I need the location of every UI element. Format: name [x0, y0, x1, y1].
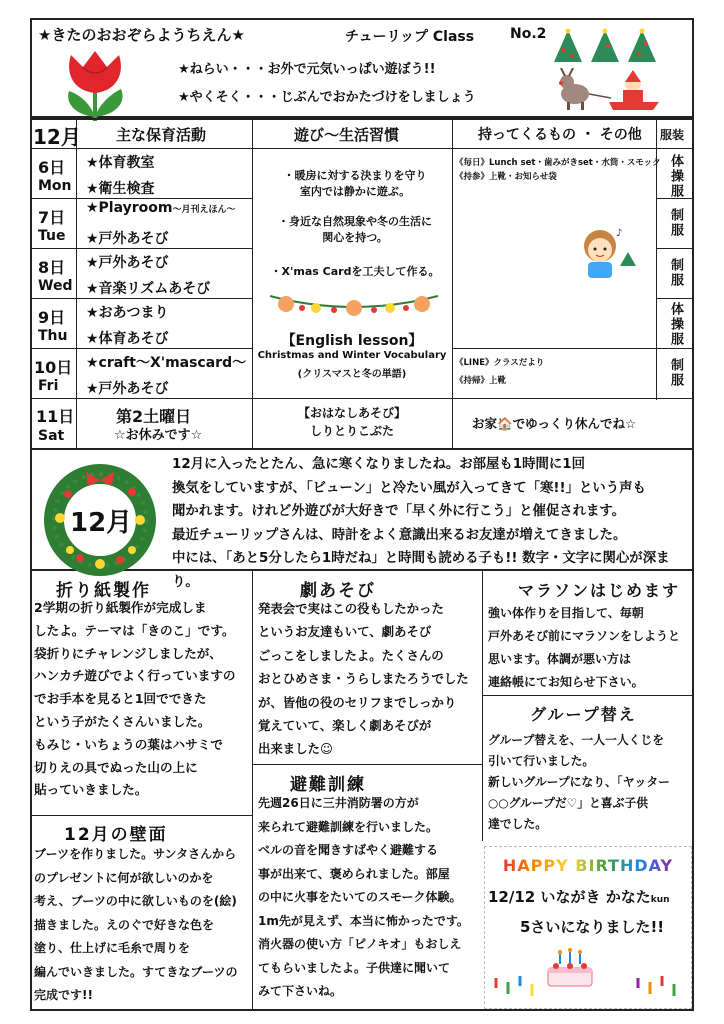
day-date: 10日	[34, 358, 73, 377]
english-lesson-sub: (クリスマスと冬の単語)	[297, 369, 407, 380]
school-name: ★きたのおおぞらようちえん★	[38, 26, 245, 44]
aim-text: ★ねらい・・・お外で元気いっぱい遊ぼう!!	[178, 62, 436, 77]
birthday-line	[488, 886, 670, 907]
play-item: ・身近な自然現象や冬の生活に 関心を持つ。	[278, 215, 432, 244]
english-lesson-title: 【English lesson】	[281, 333, 423, 349]
saturday-note: 第2土曜日	[116, 407, 192, 426]
confetti-decoration	[488, 972, 688, 1002]
drill-body: 先週26日に三井消防署の方が 来られて避難訓練を行いました。 ベルの音を聞きすばやく避難する 事が出来て、褒められました。部屋 の中に火事をたいてのスモーク体験。 1m先が見えず、本当に怖かったです。 消火器の使い方「ピノキオ」もおしえ てもらいましたよ。子供達に聞いて みて下さいね。	[258, 796, 469, 998]
bear-garland-icon	[266, 288, 442, 322]
day-activity: ★体育あそび	[86, 331, 169, 347]
clothes-cell: 体操服	[668, 154, 683, 199]
col-bring-header: 持ってくるもの ・ その他	[478, 127, 642, 143]
wreath-month-label: 12月	[70, 508, 133, 538]
saturday-holiday: ☆お休みです☆	[114, 428, 203, 443]
day-date: 7日	[38, 208, 66, 227]
bring-line: 《LINE》クラスだより	[455, 358, 545, 368]
clothes-cell: 制服	[668, 358, 683, 388]
group-body: グループ替えを、一人一人くじを 引いて行いました。 新しいグループになり、「ヤッター ○○グループだ♡」と喜ぶ子供 達でした。	[488, 733, 670, 831]
story-title: 【おはなしあそび】	[297, 406, 406, 420]
day-date: 11日	[36, 407, 75, 426]
day-activity: ★戸外あそび	[86, 255, 169, 271]
day-date: 6日	[38, 158, 66, 177]
col-activities-header: 主な保育活動	[116, 126, 207, 144]
day-activity: ★戸外あそび	[86, 231, 169, 247]
bring-return: 《持帰》上靴	[455, 376, 507, 386]
marathon-title: マラソンはじめます	[518, 581, 681, 600]
day-dow: Tue	[38, 228, 66, 244]
day-dow: Sat	[38, 428, 65, 444]
day-date: 9日	[38, 308, 66, 327]
clothes-cell: 体操服	[668, 302, 683, 347]
col-clothes-header: 服装	[660, 128, 685, 142]
wall-title: 12月の壁面	[64, 825, 168, 845]
play-item: ・X'mas Cardを工夫して作る。	[270, 265, 440, 278]
svg-text:♪: ♪	[616, 228, 623, 239]
reindeer-santa-icon	[553, 68, 665, 112]
origami-body: 2学期の折り紙製作が完成しま したよ。テーマは「きのこ」です。 袋折りにチャレンジしましたが、 ハンカチ遊びでよく行っていますの でお手本を見ると1回でできた という子がたくさんいました。 もみじ・いちょうの葉はハサミで 切りえの具でぬった山の上に 貼っていきました。	[34, 600, 236, 798]
day-activity: ★戸外あそび	[86, 381, 169, 397]
day-activity: ★Playroom～月刊えほん～	[86, 200, 236, 216]
day-dow: Thu	[38, 328, 68, 344]
birthday-name: いながき かなた	[540, 888, 651, 906]
issue-number: No.2	[510, 26, 547, 42]
girl-illustration	[572, 222, 638, 282]
day-dow: Mon	[38, 178, 72, 194]
day-activity: ★おあつまり	[86, 305, 169, 321]
play-body: 発表会で実はこの役もしたかった というお友達もいて、劇あそび ごっこをしましたよ。たくさんの おとひめさま・うらしまたろうでした が、皆他の役のセリフまでしっかり 覚えていて、楽しく劇あそびが 出来ました☺	[258, 601, 469, 757]
day-activity: ★衛生検査	[86, 181, 155, 197]
bring-take: 《持参》上靴・お知らせ袋	[455, 172, 557, 182]
birthday-title-text: HAPPY BIRTHDAY	[502, 856, 674, 875]
bring-saturday: お家🏠でゆっくり休んでね☆	[472, 416, 637, 431]
christmas-tree-icon	[550, 28, 660, 68]
clothes-cell: 制服	[668, 208, 683, 238]
birthday-date: 12/12	[488, 888, 536, 906]
drill-title: 避難訓練	[290, 775, 366, 795]
origami-title: 折り紙製作	[56, 581, 151, 601]
clothes-cell: 制服	[668, 258, 683, 288]
wall-body: ブーツを作りました。サンタさんから のプレゼントに何が欲しいのかを 考え、ブーツの中に欲しいものを(絵) 描きました。えのぐで好きな色を 塗り、仕上げに毛糸で周りを 編んでいきました。すてきなブーツの 完成です!!	[34, 847, 238, 1002]
day-activity: ★音楽リズムあそび	[86, 281, 211, 297]
day-dow: Fri	[38, 378, 59, 394]
birthday-title	[486, 856, 690, 875]
day-dow: Wed	[38, 278, 73, 294]
play-title: 劇あそび	[300, 581, 376, 601]
bring-daily: 《毎日》Lunch set・歯みがきset・水筒・スモック	[455, 158, 661, 168]
day-date: 8日	[38, 258, 66, 277]
group-title: グループ替え	[530, 705, 637, 724]
day-activity: ★体育教室	[86, 155, 155, 171]
intro-text: 12月に入ったとたん、急に寒くなりましたね。お部屋も1時間に1回 換気をしていますが、「ビューン」と冷たい風が入ってきて「寒!!」という声も 聞かれます。けれど外遊びが大好きで「早く外に行こう」と催促されます。 最近チューリップさんは、時計をよく意識出来るお友達が増えてきました。 中には、「あと5分したら1時だね」と時間も読める子も!! 数字・文字に関心が深まり。	[172, 457, 670, 590]
tulip-icon	[55, 45, 135, 123]
schedule-month: 12月	[33, 125, 81, 149]
marathon-body: 強い体作りを目指して、毎朝 戸外あそび前にマラソンをしようと 思います。体調が悪い方は 連絡帳にてお知らせ下さい。	[488, 606, 681, 689]
birthday-honorific: kun	[650, 895, 670, 905]
day-activity: ★craft～X'mascard～	[86, 355, 247, 371]
english-lesson-line: Christmas and Winter Vocabulary	[257, 350, 447, 361]
col-play-header: 遊び～生活習慣	[294, 126, 400, 144]
promise-text: ★やくそく・・・じぶんでおかたづけをしましょう	[178, 90, 476, 105]
play-item: ・暖房に対する決まりを守り 室内では静かに遊ぶ。	[283, 169, 427, 198]
birthday-age: 5さいになりました!!	[520, 918, 665, 936]
class-name: チューリップ Class	[345, 29, 475, 45]
story-line: しりとりこぶた	[309, 424, 394, 438]
